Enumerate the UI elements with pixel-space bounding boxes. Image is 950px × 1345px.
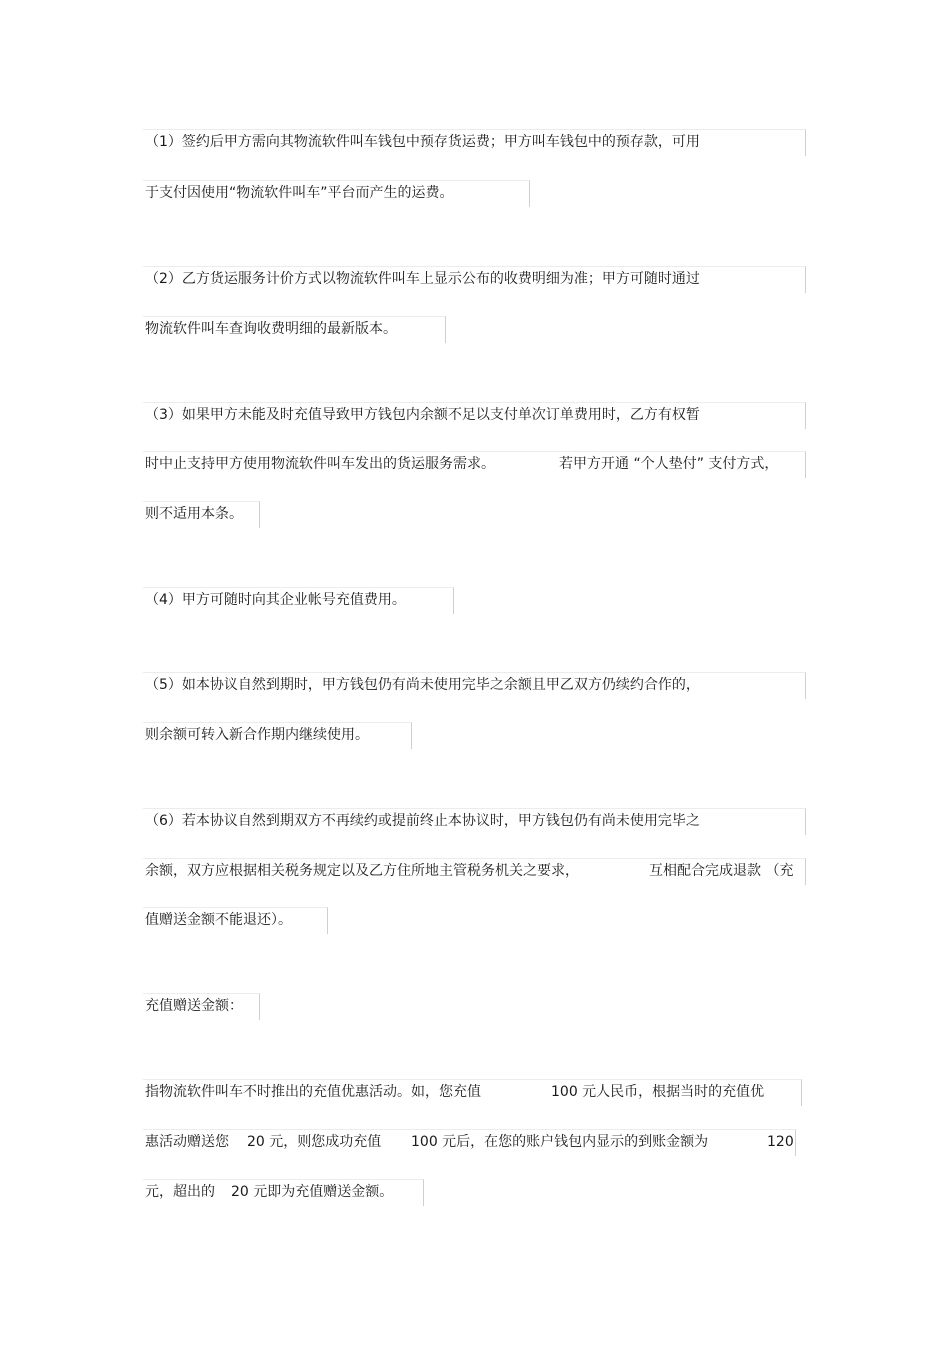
item-6-line-2b: 互相配合完成退款 （充 [649, 863, 794, 879]
item-5-line-2: 则余额可转入新合作期内继续使用。 [145, 727, 369, 743]
definition-line-3b: 20 元即为充值赠送金额。 [231, 1184, 394, 1200]
definition-line-2d: 120 [767, 1134, 794, 1150]
item-3-line-1: （3）如果甲方未能及时充值导致甲方钱包内余额不足以支付单次订单费用时，乙方有权暂 [145, 407, 700, 423]
definition-heading: 充值赠送金额： [145, 998, 243, 1014]
item-1-line-2: 于支付因使用“物流软件叫车”平台而产生的运费。 [145, 185, 454, 201]
item-2-line-1: （2）乙方货运服务计价方式以物流软件叫车上显示公布的收费明细为准；甲方可随时通过 [145, 271, 700, 287]
item-3-line-2b: 若甲方开通 “个人垫付” 支付方式， [559, 456, 779, 472]
item-2-line-2: 物流软件叫车查询收费明细的最新版本。 [145, 321, 397, 337]
definition-line-1b: 100 元人民币，根据当时的充值优 [551, 1084, 765, 1100]
item-1-line-1: （1）签约后甲方需向其物流软件叫车钱包中预存货运费；甲方叫车钱包中的预存款，可用 [145, 134, 700, 150]
definition-line-1a: 指物流软件叫车不时推出的充值优惠活动。如，您充值 [145, 1084, 481, 1100]
item-6-line-2a: 余额，双方应根据相关税务规定以及乙方住所地主管税务机关之要求， [145, 863, 579, 879]
definition-line-3a: 元，超出的 [145, 1184, 215, 1200]
definition-line-2a: 惠活动赠送您 [145, 1134, 229, 1150]
item-3-line-3: 则不适用本条。 [145, 506, 243, 522]
item-6-line-1: （6）若本协议自然到期双方不再续约或提前终止本协议时，甲方钱包仍有尚未使用完毕之 [145, 813, 700, 829]
item-3-line-2a: 时中止支持甲方使用物流软件叫车发出的货运服务需求。 [145, 456, 495, 472]
item-6-line-3: 值赠送金额不能退还）。 [145, 912, 292, 928]
item-5-line-1: （5）如本协议自然到期时，甲方钱包仍有尚未使用完毕之余额且甲乙双方仍续约合作的， [145, 677, 700, 693]
definition-line-2c: 100 元后，在您的账户钱包内显示的到账金额为 [411, 1134, 709, 1150]
definition-line-2b: 20 元，则您成功充值 [247, 1134, 382, 1150]
item-4-line-1: （4）甲方可随时向其企业帐号充值费用。 [145, 592, 406, 608]
